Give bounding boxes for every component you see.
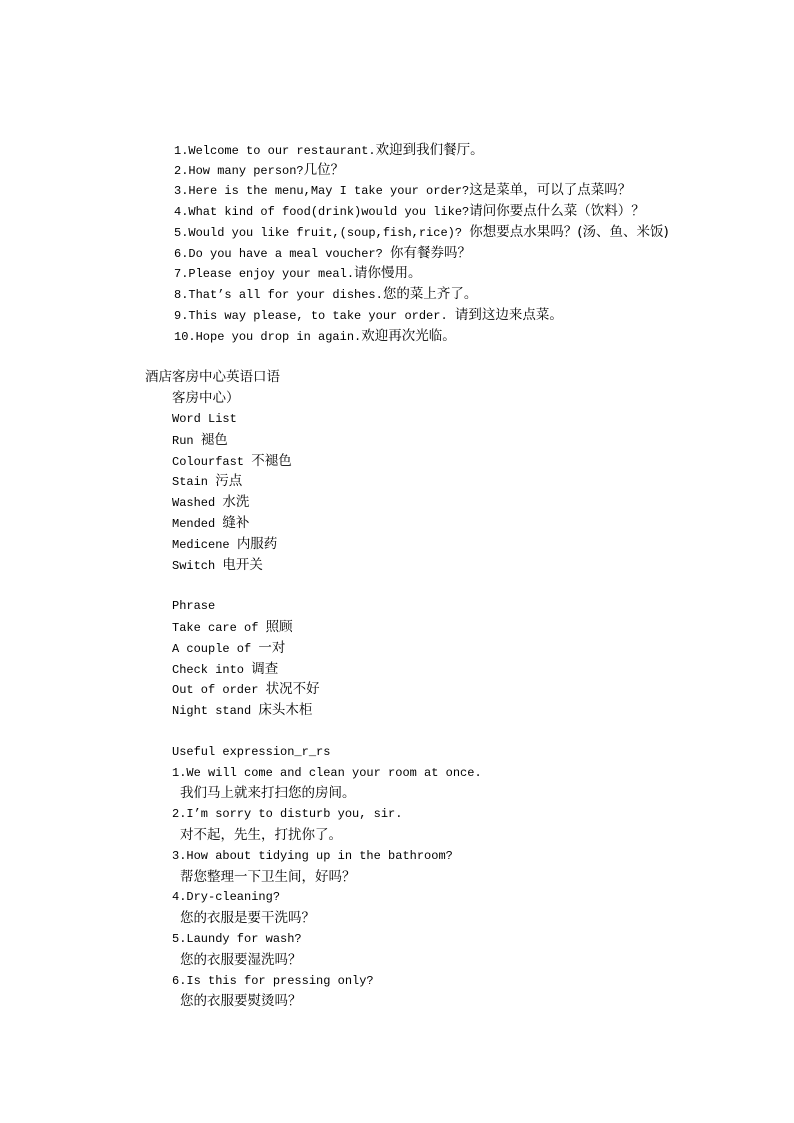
expression-5-chinese: 您的衣服要湿洗吗？ — [180, 952, 302, 968]
english-text: How many person? — [188, 164, 304, 178]
item-number: 5. — [174, 226, 189, 240]
chinese-text: 电开关 — [222, 557, 263, 573]
english-text: Check into — [172, 663, 252, 677]
chinese-text: 这是菜单，可以了点菜吗？ — [469, 182, 632, 198]
word-item-stain — [172, 471, 242, 491]
chinese-text: 褪色 — [200, 432, 228, 448]
english-text: Medicene — [172, 538, 237, 552]
item-number: 4. — [174, 205, 189, 219]
chinese-text: 欢迎再次光临。 — [361, 328, 456, 344]
english-text: Mended — [172, 517, 223, 531]
word-item-run — [172, 430, 228, 450]
chinese-text: 您的菜上齐了。 — [382, 286, 478, 302]
item-number: 6. — [174, 247, 189, 261]
chinese-text: 请到这边来点菜。 — [454, 307, 563, 323]
chinese-text: 床头木柜 — [258, 702, 313, 718]
chinese-text: 一对 — [258, 640, 286, 656]
chinese-text: 状况不好 — [265, 681, 320, 697]
chinese-text: 照顾 — [265, 619, 293, 635]
chinese-text: 欢迎到我们餐厅。 — [375, 142, 484, 158]
item-number: 7. — [174, 267, 189, 281]
restaurant-phrase-4 — [174, 201, 645, 221]
restaurant-phrase-8 — [174, 284, 477, 304]
expression-1-chinese: 我们马上就来打扫您的房间。 — [180, 785, 356, 801]
restaurant-phrase-6 — [174, 243, 471, 263]
expression-3-chinese: 帮您整理一下卫生间，好吗？ — [180, 869, 356, 885]
item-number: 10. — [174, 330, 196, 344]
restaurant-phrase-9 — [174, 305, 563, 325]
phrase-item-take-care-of — [172, 617, 293, 637]
chinese-text: 污点 — [215, 473, 243, 489]
english-text: Washed — [172, 496, 223, 510]
restaurant-phrase-10 — [174, 326, 456, 346]
chinese-text: 你想要点水果吗？(汤、鱼、米饭) — [469, 224, 669, 240]
english-text: Take care of — [172, 621, 266, 635]
chinese-text: 调查 — [251, 661, 279, 677]
expression-5-english: 5.Laundy for wash? — [172, 932, 302, 946]
chinese-text: 水洗 — [222, 494, 250, 510]
expression-4-chinese: 您的衣服是要干洗吗？ — [180, 910, 315, 926]
phrase-heading: Phrase — [172, 599, 216, 613]
useful-expressions-heading: Useful expression_r_rs — [172, 745, 331, 759]
english-text: A couple of — [172, 642, 259, 656]
english-text: That’s all for your dishes. — [188, 288, 383, 302]
english-text: Here is the menu,May I take your order? — [188, 184, 470, 198]
item-number: 3. — [174, 184, 189, 198]
restaurant-phrase-2 — [174, 160, 344, 180]
restaurant-phrase-5 — [174, 222, 669, 242]
phrase-item-night-stand — [172, 700, 312, 720]
expression-2-english: 2.I’m sorry to disturb you, sir. — [172, 807, 403, 821]
expression-3-english: 3.How about tidying up in the bathroom? — [172, 849, 453, 863]
english-text: What kind of food(drink)would you like? — [188, 205, 470, 219]
expression-6-chinese: 您的衣服要熨烫吗？ — [180, 993, 302, 1009]
chinese-text: 内服药 — [236, 536, 278, 552]
word-list-heading: Word List — [172, 412, 237, 426]
restaurant-phrase-7 — [174, 263, 422, 283]
chinese-text: 请问你要点什么菜（饮料）？ — [469, 203, 645, 219]
english-text: Colourfast — [172, 455, 252, 469]
english-text: Do you have a meal voucher? — [188, 247, 391, 261]
phrase-item-out-of-order — [172, 679, 320, 699]
word-item-switch — [172, 555, 263, 575]
expression-1-english: 1.We will come and clean your room at once. — [172, 766, 482, 780]
restaurant-phrase-1 — [174, 140, 484, 160]
english-text: Run — [172, 434, 201, 448]
item-number: 1. — [174, 144, 189, 158]
english-text: This way please, to take your order. — [188, 309, 455, 323]
restaurant-phrase-3 — [174, 180, 631, 200]
chinese-text: 你有餐券吗？ — [390, 245, 472, 261]
english-text: Stain — [172, 475, 216, 489]
phrase-item-check-into — [172, 659, 278, 679]
chinese-text: 不褪色 — [251, 453, 292, 469]
section-subtitle: 客房中心） — [172, 390, 240, 406]
expression-6-english: 6.Is this for pressing only? — [172, 974, 374, 988]
item-number: 8. — [174, 288, 189, 302]
chinese-text: 请你慢用。 — [354, 265, 422, 281]
word-item-colourfast — [172, 451, 292, 471]
english-text: Please enjoy your meal. — [188, 267, 355, 281]
expression-4-english: 4.Dry-cleaning? — [172, 890, 281, 904]
item-number: 2. — [174, 164, 189, 178]
english-text: Would you like fruit,(soup,fish,rice)? — [188, 226, 470, 240]
word-item-washed — [172, 492, 249, 512]
section-title: 酒店客房中心英语口语 — [145, 369, 280, 385]
english-text: Welcome to our restaurant. — [188, 144, 376, 158]
chinese-text: 缝补 — [222, 515, 250, 531]
expression-2-chinese: 对不起，先生，打扰你了。 — [180, 827, 342, 843]
english-text: Switch — [172, 559, 223, 573]
english-text: Out of order — [172, 683, 266, 697]
english-text: Hope you drop in again. — [195, 330, 362, 344]
word-item-medicene — [172, 534, 277, 554]
chinese-text: 几位？ — [303, 162, 345, 178]
word-item-mended — [172, 513, 249, 533]
english-text: Night stand — [172, 704, 259, 718]
item-number: 9. — [174, 309, 189, 323]
phrase-item-a-couple-of — [172, 638, 285, 658]
